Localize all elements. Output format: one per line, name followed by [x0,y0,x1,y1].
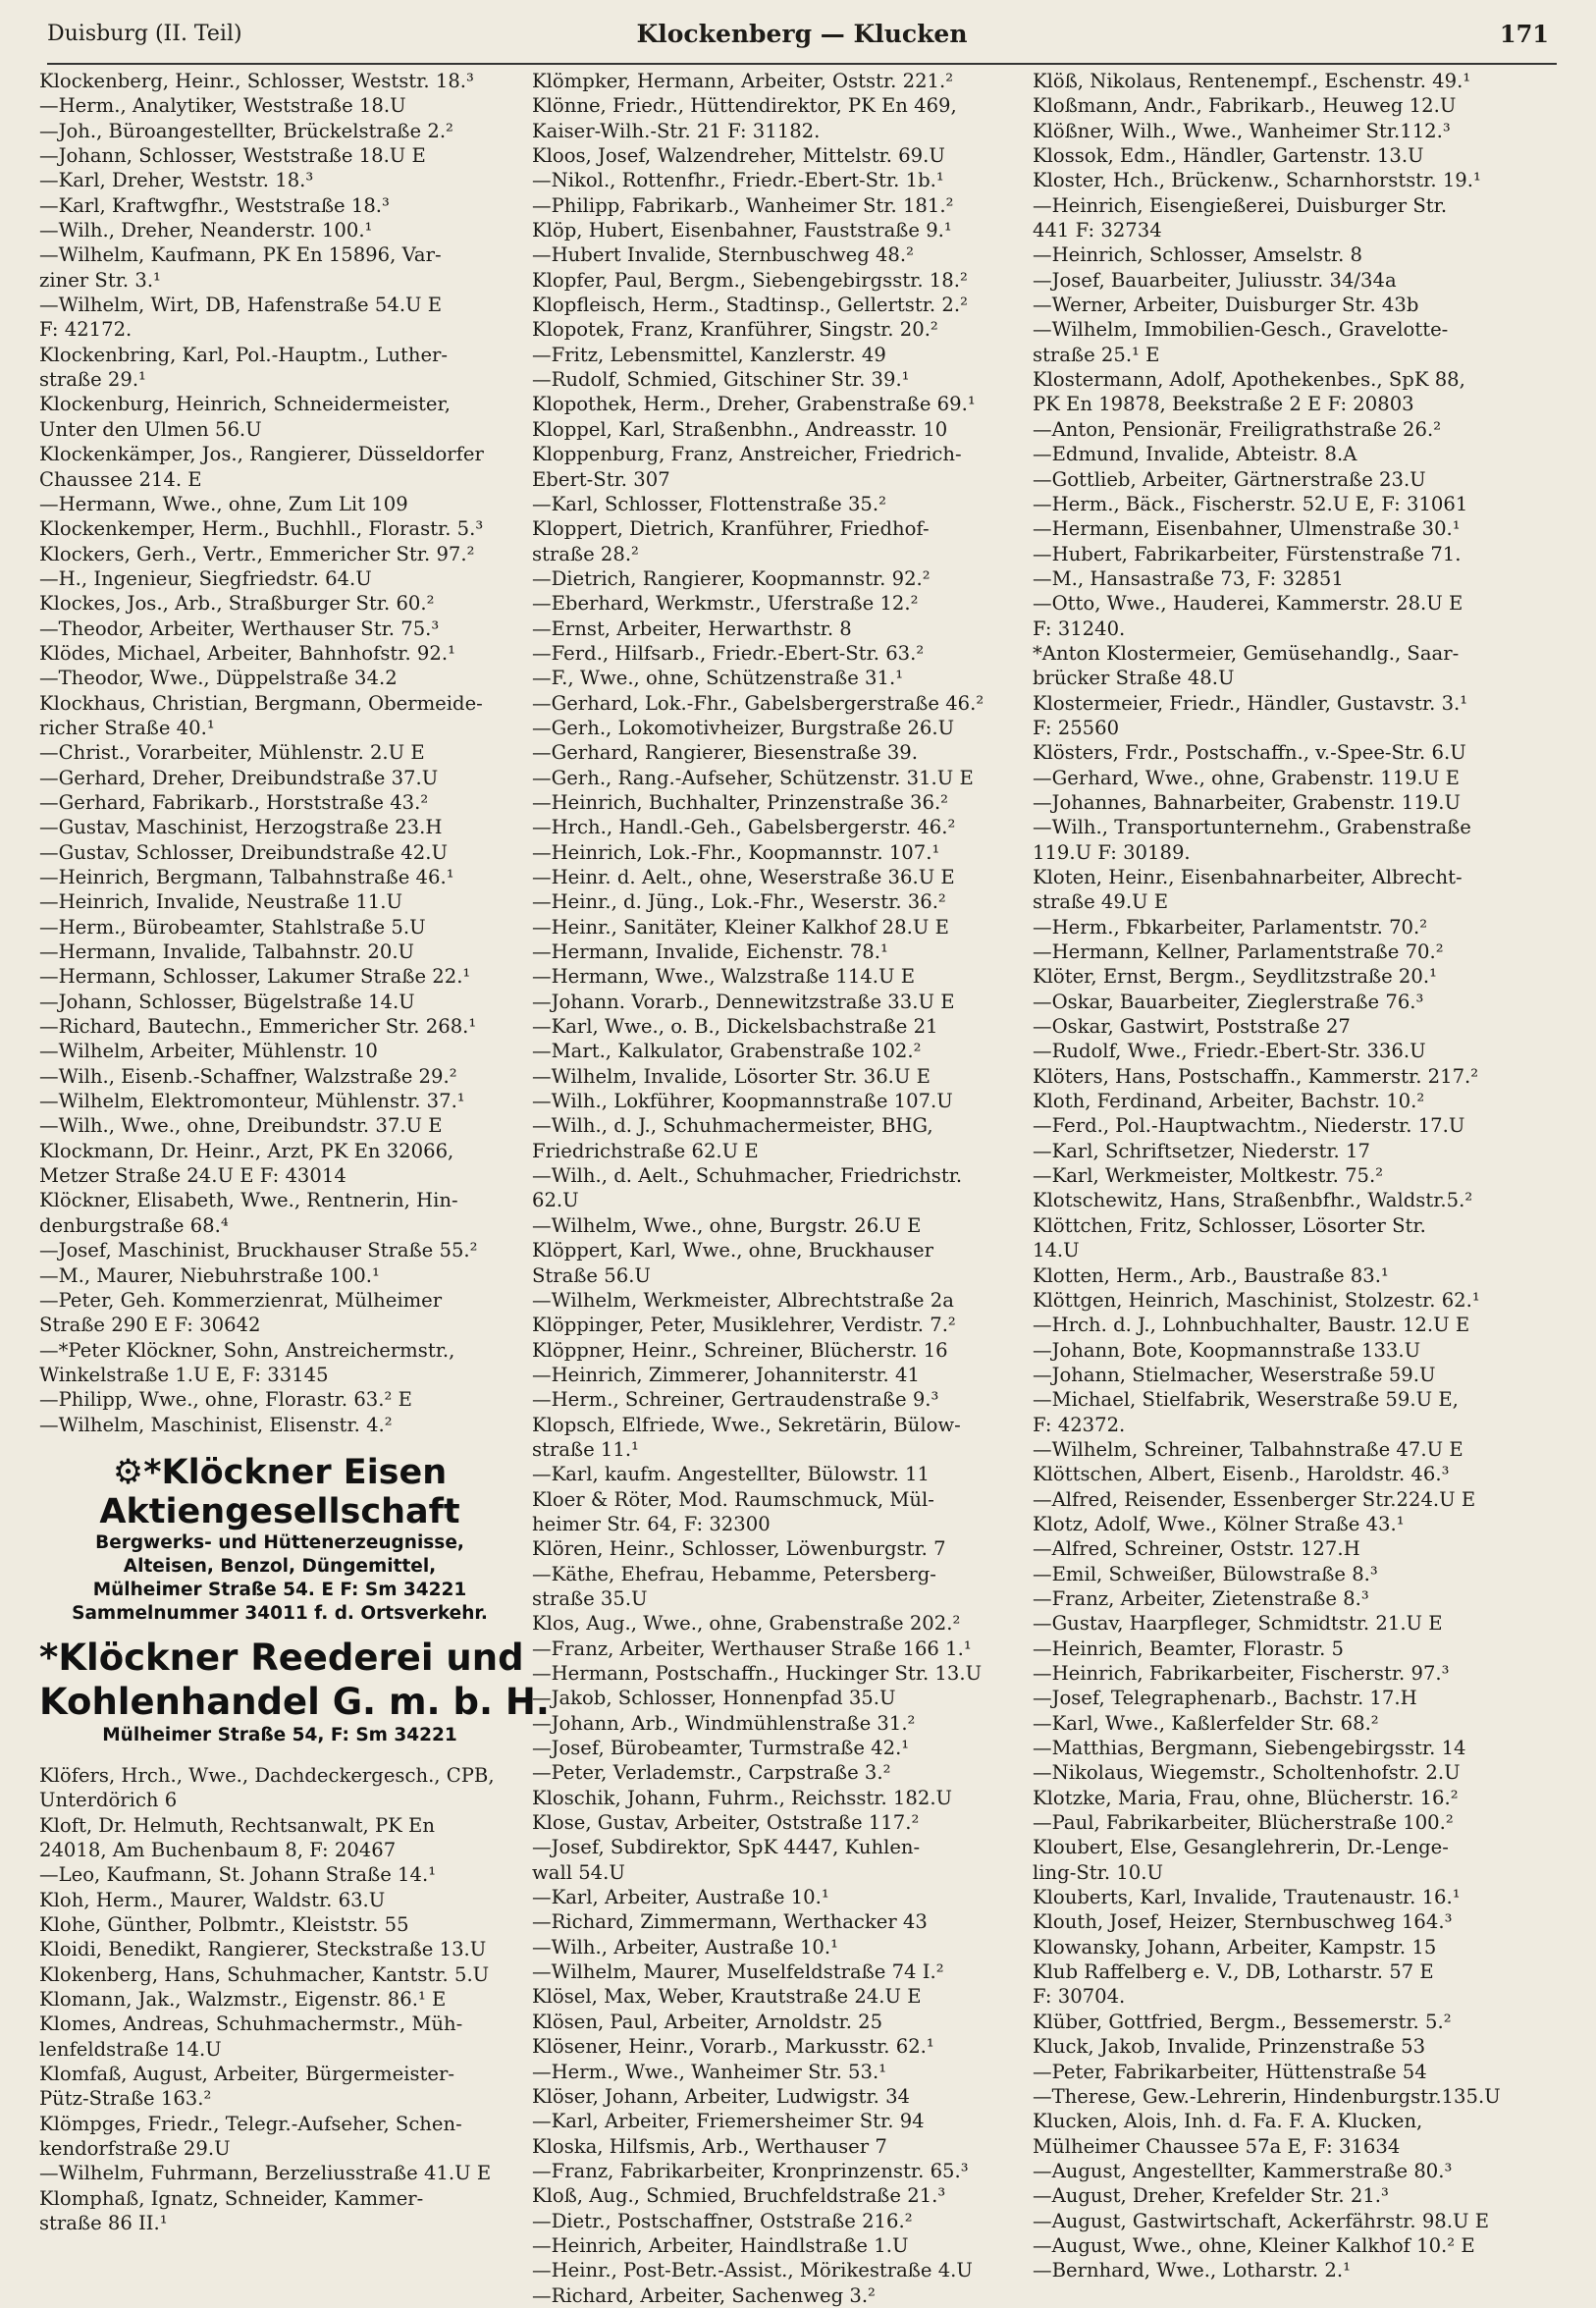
directory-entry-line: Mülheimer Chaussee 57a E, F: 31634 [1033,2134,1401,2158]
directory-entry-line: —Karl, Dreher, Weststr. 18.³ [39,169,314,192]
directory-entry-line: Klostermann, Adolf, Apothekenbes., SpK 88, [1033,368,1465,392]
directory-entry-line: Klub Raffelberg e. V., DB, Lotharstr. 57 E [1033,1960,1434,1984]
advert-text-line: Alteisen, Benzol, Düngemittel, [123,1555,437,1577]
directory-entry-line: straße 35.U [532,1586,648,1610]
directory-entry-line: 24018, Am Buchenbaum 8, F: 20467 [39,1838,397,1861]
directory-entry-line: —August, Dreher, Krefelder Str. 21.³ [1033,2184,1389,2208]
directory-entry-line: —Joh., Büroangestellter, Brückelstraße 2.² [39,119,453,142]
directory-entry-line: —Therese, Gew.-Lehrerin, Hindenburgstr.135.U [1033,2084,1501,2108]
directory-entry-line: 119.U F: 30189. [1033,840,1191,864]
directory-entry-line: Klossok, Edm., Händler, Gartenstr. 13.U [1033,144,1424,168]
directory-entry-line: —Fritz, Lebensmittel, Kanzlerstr. 49 [532,343,886,366]
directory-entry-line: Kaiser-Wilh.-Str. 21 F: 31182. [532,119,821,142]
directory-entry-line: —Otto, Wwe., Hauderei, Kammerstr. 28.U E [1033,592,1463,616]
directory-entry-line: —Josef, Subdirektor, SpK 4447, Kuhlen- [532,1836,921,1859]
directory-entry-line: —Josef, Bürobeamter, Turmstraße 42.¹ [532,1737,910,1760]
directory-entry-line: Klopsch, Elfriede, Wwe., Sekretärin, Bülow- [532,1413,961,1436]
directory-entry-line: Klohe, Günther, Polbmtr., Kleiststr. 55 [39,1912,409,1936]
header-city-part: Duisburg (II. Teil) [47,22,242,46]
directory-entry-line: straße 25.¹ E [1033,343,1160,366]
directory-entry-line: —Gustav, Maschinist, Herzogstraße 23.H [39,816,443,839]
directory-entry-line: F: 42172. [39,318,133,342]
directory-entry-line: Klockers, Gerh., Vertr., Emmericher Str. 97.² [39,542,475,565]
directory-entry-line: —Gerhard, Wwe., ohne, Grabenstr. 119.U E [1033,766,1460,789]
directory-entry-line: —Gerhard, Dreher, Dreibundstraße 37.U [39,766,439,789]
directory-entry-line: —Hermann, Schlosser, Lakumer Straße 22.¹ [39,965,471,989]
directory-entry-line: PK En 19878, Beekstraße 2 E F: 20803 [1033,393,1414,416]
directory-entry-line: —Herm., Schreiner, Gertraudenstraße 9.³ [532,1388,939,1412]
directory-entry-line: —Gerhard, Fabrikarb., Horststraße 43.² [39,790,429,814]
directory-entry-line: —Johann, Stielmacher, Weserstraße 59.U [1033,1363,1436,1386]
directory-entry-line: Klouberts, Karl, Invalide, Trautenaustr. 16.¹ [1033,1886,1461,1909]
directory-entry-line: Unterdörich 6 [39,1789,178,1812]
directory-entry-line: 441 F: 32734 [1033,219,1162,242]
directory-entry-line: —Johann, Schlosser, Weststraße 18.U E [39,144,426,168]
directory-entry-line: Klockenkemper, Herm., Buchhll., Florastr. 5.³ [39,517,484,541]
directory-entry-line: —Herm., Bürobeamter, Stahlstraße 5.U [39,915,426,939]
directory-entry-line: Klotschewitz, Hans, Straßenbfhr., Waldstr.5.² [1033,1189,1473,1212]
directory-entry-line: —Wilh., Arbeiter, Austraße 10.¹ [532,1935,838,1959]
directory-entry-line: straße 11.¹ [532,1437,639,1461]
directory-entry-line: —Wilhelm, Arbeiter, Mühlenstr. 10 [39,1040,378,1063]
directory-entry-line: —Wilh., d. Aelt., Schuhmacher, Friedrichstr. [532,1164,963,1188]
directory-entry-line: —Wilhelm, Wwe., ohne, Burgstr. 26.U E [532,1213,922,1237]
directory-entry-line: Kloster, Hch., Brückenw., Scharnhorststr. 19.¹ [1033,169,1481,192]
directory-entry-line: —Wilhelm, Invalide, Lösorter Str. 36.U E [532,1064,931,1088]
advert-title-line: Kohlenhandel G. m. b. H. [39,1680,550,1723]
directory-entry-line: Klöter, Ernst, Bergm., Seydlitzstraße 20.¹ [1033,965,1437,989]
directory-entry-line: —Käthe, Ehefrau, Hebamme, Petersberg- [532,1562,936,1585]
directory-entry-line: Klockenberg, Heinr., Schlosser, Weststr. 18.³ [39,70,474,92]
directory-entry-line: Klösener, Heinr., Vorarb., Markusstr. 62.¹ [532,2035,934,2059]
directory-entry-line: —Gerhard, Rangierer, Biesenstraße 39. [532,741,918,765]
directory-entry-line: —Gerh., Lokomotivheizer, Burgstraße 26.U [532,716,955,739]
directory-entry-line: —Rudolf, Wwe., Friedr.-Ebert-Str. 336.U [1033,1040,1426,1063]
directory-entry-line: —Hubert, Fabrikarbeiter, Fürstenstraße 71. [1033,542,1462,565]
directory-entry-line: —Wilh., Dreher, Neanderstr. 100.¹ [39,219,373,242]
directory-entry-line: Klomphaß, Ignatz, Schneider, Kammer- [39,2186,424,2210]
directory-entry-line: Klößner, Wilh., Wwe., Wanheimer Str.112.³ [1033,119,1451,142]
directory-entry-line: —Wilh., d. J., Schuhmachermeister, BHG, [532,1114,933,1138]
directory-entry-line: Kloer & Röter, Mod. Raumschmuck, Mül- [532,1487,934,1511]
directory-entry-line: —Philipp, Fabrikarb., Wanheimer Str. 181.² [532,193,954,217]
directory-entry-line: —Hermann, Kellner, Parlamentstraße 70.² [1033,940,1444,964]
directory-entry-line: —Gustav, Schlosser, Dreibundstraße 42.U [39,840,448,864]
directory-entry-line: Klöfers, Hrch., Wwe., Dachdeckergesch., CPB, [39,1763,495,1787]
directory-entry-line: —Peter, Fabrikarbeiter, Hüttenstraße 54 [1033,2060,1427,2083]
page-header [47,18,1557,65]
directory-entry-line: —Johann, Schlosser, Bügelstraße 14.U [39,990,415,1013]
directory-entry-line: Klöppner, Heinr., Schreiner, Blücherstr. 16 [532,1338,948,1362]
directory-entry-line: F: 42372. [1033,1413,1126,1436]
directory-entry-line: —Franz, Arbeiter, Werthauser Straße 166 1.¹ [532,1637,972,1660]
directory-entry-line: —Wilhelm, Wirt, DB, Hafenstraße 54.U E [39,294,443,317]
directory-entry-line: Klotz, Adolf, Wwe., Kölner Straße 43.¹ [1033,1512,1405,1535]
directory-entry-line: —Anton, Pensionär, Freiligrathstraße 26.² [1033,417,1442,441]
directory-entry-line: —Wilhelm, Fuhrmann, Berzeliusstraße 41.U E [39,2162,492,2185]
column-1 [39,69,550,2235]
directory-entry-line: Klöß, Nikolaus, Rentenempf., Eschenstr. 49.¹ [1033,70,1471,92]
directory-entry-line: —Heinrich, Fabrikarbeiter, Fischerstr. 97.³ [1033,1662,1450,1685]
directory-entry-line: —August, Angestellter, Kammerstraße 80.³ [1033,2159,1453,2182]
directory-entry-line: —Peter, Verlademstr., Carpstraße 3.² [532,1761,891,1785]
directory-entry-line: —Leo, Kaufmann, St. Johann Straße 14.¹ [39,1863,437,1887]
directory-entry-line: Kloft, Dr. Helmuth, Rechtsanwalt, PK En [39,1813,435,1837]
directory-entry-line: —August, Gastwirtschaft, Ackerfährstr. 98.U E [1033,2209,1490,2232]
directory-entry-line: 14.U [1033,1239,1080,1262]
column-2 [532,69,1020,2308]
directory-entry-line: F: 25560 [1033,716,1120,739]
directory-entry-line: Friedrichstraße 62.U E [532,1139,759,1162]
directory-entry-line: Klönne, Friedr., Hüttendirektor, PK En 469, [532,94,957,118]
directory-entry-line: —Heinrich, Bergmann, Talbahnstraße 46.¹ [39,866,454,888]
directory-entry-line: —Wilhelm, Kaufmann, PK En 15896, Var- [39,243,442,267]
directory-entry-line: Kloten, Heinr., Eisenbahnarbeiter, Albrecht- [1033,866,1463,888]
directory-entry-line: —Dietrich, Rangierer, Koopmannstr. 92.² [532,566,931,590]
directory-entry-line: Klösel, Max, Weber, Krautstraße 24.U E [532,1985,922,2009]
directory-entry-line: —Theodor, Wwe., Düppelstraße 34.2 [39,667,398,690]
column-1-entries-bottom [39,1763,520,2236]
directory-entry-line: Klowansky, Johann, Arbeiter, Kampstr. 15 [1033,1935,1437,1959]
directory-entry-line: Klockhaus, Christian, Bergmann, Obermeide- [39,691,483,715]
directory-entry-line: —Johann, Bote, Koopmannstraße 133.U [1033,1338,1421,1362]
directory-entry-line: —Christ., Vorarbeiter, Mühlenstr. 2.U E [39,741,425,765]
directory-entry-line: —Johann, Arb., Windmühlenstraße 31.² [532,1711,916,1735]
directory-entry-line: —Josef, Maschinist, Bruckhauser Straße 55.² [39,1239,478,1262]
directory-entry-line: —Hrch. d. J., Lohnbuchhalter, Baustr. 12.U E [1033,1314,1470,1337]
directory-entry-line: —Alfred, Reisender, Essenberger Str.224.U E [1033,1487,1476,1511]
directory-entry-line: Klüber, Gottfried, Bergm., Bessemerstr. 5.² [1033,2010,1452,2033]
directory-entry-line: —Heinrich, Invalide, Neustraße 11.U [39,890,403,914]
directory-entry-line: Kloska, Hilfsmis, Arb., Werthauser 7 [532,2134,887,2158]
directory-entry-line: —Franz, Arbeiter, Zietenstraße 8.³ [1033,1586,1369,1610]
directory-entry-line: —Karl, kaufm. Angestellter, Bülowstr. 11 [532,1463,930,1486]
advert-text-line: Mülheimer Straße 54. E F: Sm 34221 [92,1579,467,1600]
directory-entry-line: —Johannes, Bahnarbeiter, Grabenstr. 119.U [1033,790,1461,814]
directory-entry-line: —Hubert Invalide, Sternbuschweg 48.² [532,243,914,267]
directory-entry-line: —Wilhelm, Maurer, Muselfeldstraße 74 I.² [532,1960,944,1984]
directory-entry-line: Kloschik, Johann, Fuhrm., Reichsstr. 182.U [532,1786,953,1809]
advert-text-line: Mülheimer Straße 54, F: Sm 34221 [102,1724,457,1745]
directory-entry-line: Chaussee 214. E [39,467,202,491]
directory-entry-line: —Peter, Geh. Kommerzienrat, Mülheimer [39,1288,443,1312]
directory-entry-line: —Richard, Zimmermann, Werthacker 43 [532,1910,928,1934]
directory-entry-line: Winkelstraße 1.U E, F: 33145 [39,1363,329,1386]
directory-entry-line: Klomann, Jak., Walzmstr., Eigenstr. 86.¹ E [39,1988,447,2011]
directory-entry-line: —Bernhard, Wwe., Lotharstr. 2.¹ [1033,2259,1351,2282]
directory-entry-line: Klösen, Paul, Arbeiter, Arnoldstr. 25 [532,2010,883,2033]
directory-entry-line: Straße 56.U [532,1263,651,1287]
directory-entry-line: —Edmund, Invalide, Abteistr. 8.A [1033,443,1357,466]
directory-entry-line: —Heinrich, Arbeiter, Haindlstraße 1.U [532,2233,909,2257]
directory-entry-line: Klockenbring, Karl, Pol.-Hauptm., Luther- [39,343,449,366]
directory-entry-line: brücker Straße 48.U [1033,667,1235,690]
page-number: 171 [1499,20,1549,48]
directory-entry-line: heimer Str. 64, F: 32300 [532,1512,771,1535]
directory-entry-line: —Heinrich, Beamter, Florastr. 5 [1033,1637,1345,1660]
directory-entry-line: —Heinr., Post-Betr.-Assist., Mörikestraße 4.U [532,2259,973,2282]
directory-entry-line: —Ferd., Pol.-Hauptwachtm., Niederstr. 17.U [1033,1114,1465,1138]
directory-entry-line: —Hermann, Postschaffn., Huckinger Str. 13.U [532,1662,983,1685]
directory-entry-line: —Hermann, Wwe., ohne, Zum Lit 109 [39,492,408,515]
directory-entry-line: kendorfstraße 29.U [39,2137,231,2161]
advert-title-line: *Klöckner Reederei und [39,1636,524,1679]
directory-entry-line: —Heinrich, Schlosser, Amselstr. 8 [1033,243,1363,267]
directory-entry-line: —Hermann, Eisenbahner, Ulmenstraße 30.¹ [1033,517,1461,541]
directory-entry-line: —Karl, Arbeiter, Austraße 10.¹ [532,1886,829,1909]
directory-entry-line: —Mart., Kalkulator, Grabenstraße 102.² [532,1040,922,1063]
directory-entry-line: —Oskar, Bauarbeiter, Zieglerstraße 76.³ [1033,990,1424,1013]
directory-entry-line: —Matthias, Bergmann, Siebengebirgsstr. 14 [1033,1737,1466,1760]
directory-entry-line: Klömpker, Hermann, Arbeiter, Oststr. 221.² [532,70,954,92]
directory-entry-line: straße 86 II.¹ [39,2212,168,2235]
directory-entry-line: Klömpges, Friedr., Telegr.-Aufseher, Schen- [39,2112,462,2135]
directory-entry-line: —Josef, Bauarbeiter, Juliusstr. 34/34a [1033,268,1397,292]
directory-entry-line: Kloidi, Benedikt, Rangierer, Steckstraße 13.U [39,1938,487,1961]
directory-entry-line: —Hrch., Handl.-Geh., Gabelsbergerstr. 46.² [532,816,956,839]
klockner-eisen-advert [39,1453,520,1626]
directory-entry-line: Kloß, Aug., Schmied, Bruchfeldstraße 21.³ [532,2184,946,2208]
directory-entry-line: —Alfred, Schreiner, Oststr. 127.H [1033,1537,1360,1561]
directory-entry-line: Klopfleisch, Herm., Stadtinsp., Gellertstr. 2.² [532,294,968,317]
directory-entry-line: —Oskar, Gastwirt, Poststraße 27 [1033,1015,1351,1039]
directory-entry-line: —Richard, Bautechn., Emmericher Str. 268.¹ [39,1015,477,1039]
directory-entry-line: Klöp, Hubert, Eisenbahner, Fauststraße 9.¹ [532,219,952,242]
directory-entry-line: Kloppel, Karl, Straßenbhn., Andreasstr. 10 [532,417,948,441]
directory-entry-line: —Nikolaus, Wiegemstr., Scholtenhofstr. 2.U [1033,1761,1461,1785]
directory-entry-line: straße 29.¹ [39,368,146,392]
directory-entry-line: —Wilhelm, Immobilien-Gesch., Gravelotte- [1033,318,1449,342]
directory-entry-line: Klöttchen, Fritz, Schlosser, Lösorter Str. [1033,1213,1426,1237]
directory-entry-line: Klödes, Michael, Arbeiter, Bahnhofstr. 92.¹ [39,641,455,665]
directory-entry-line: —Herm., Bäck., Fischerstr. 52.U E, F: 31061 [1033,492,1468,515]
directory-entry-line: —Gustav, Haarpfleger, Schmidtstr. 21.U E [1033,1612,1443,1636]
directory-entry-line: —Heinr., Sanitäter, Kleiner Kalkhof 28.U E [532,915,949,939]
directory-entry-line: 62.U [532,1189,579,1212]
column-2-entries [532,69,1020,2308]
directory-entry-line: —Wilhelm, Werkmeister, Albrechtstraße 2a [532,1288,954,1312]
directory-entry-line: —Karl, Kraftwgfhr., Weststraße 18.³ [39,193,390,217]
directory-entry-line: —*Peter Klöckner, Sohn, Anstreichermstr., [39,1338,455,1362]
column-3 [1033,69,1543,2283]
directory-entry-line: —Ferd., Hilfsarb., Friedr.-Ebert-Str. 63.² [532,641,925,665]
directory-entry-line: —Josef, Telegraphenarb., Bachstr. 17.H [1033,1687,1417,1710]
directory-entry-line: —Hermann, Invalide, Eichenstr. 78.¹ [532,940,888,964]
directory-entry-line: Klöters, Hans, Postschaffn., Kammerstr. 217.² [1033,1064,1479,1088]
directory-entry-line: F: 31240. [1033,617,1126,640]
directory-entry-line: Klören, Heinr., Schlosser, Löwenburgstr. 7 [532,1537,946,1561]
directory-entry-line: —Eberhard, Werkmstr., Uferstraße 12.² [532,592,919,616]
directory-entry-line: —Heinrich, Lok.-Fhr., Koopmannstr. 107.¹ [532,840,940,864]
directory-entry-line: —Herm., Analytiker, Weststraße 18.U [39,94,406,118]
directory-entry-line: lenfeldstraße 14.U [39,2037,222,2061]
directory-entry-line: Kloh, Herm., Maurer, Waldstr. 63.U [39,1888,386,1911]
advert-title-line: Aktiengesellschaft [99,1491,460,1531]
directory-entry-line: —Karl, Werkmeister, Moltkestr. 75.² [1033,1164,1384,1188]
directory-entry-line: —August, Wwe., ohne, Kleiner Kalkhof 10.² E [1033,2233,1475,2257]
directory-entry-line: Klotten, Herm., Arb., Baustraße 83.¹ [1033,1263,1389,1287]
directory-entry-line: —Karl, Schlosser, Flottenstraße 35.² [532,492,886,515]
directory-entry-line: —Karl, Arbeiter, Friemersheimer Str. 94 [532,2110,925,2133]
advert-text-line: Bergwerks- und Hüttenerzeugnisse, [95,1531,464,1553]
directory-entry-line: Klokenberg, Hans, Schuhmacher, Kantstr. 5.U [39,1962,490,1986]
advert-text-line: Sammelnummer 34011 f. d. Ortsverkehr. [72,1602,488,1624]
directory-entry-line: —Karl, Wwe., Kaßlerfelder Str. 68.² [1033,1711,1379,1735]
directory-entry-line: —Heinrich, Zimmerer, Johanniterstr. 41 [532,1363,920,1386]
directory-entry-line: Klopfer, Paul, Bergm., Siebengebirgsstr. 18.² [532,268,968,292]
directory-entry-line: F: 30704. [1033,1985,1126,2009]
directory-entry-line: —Philipp, Wwe., ohne, Florastr. 63.² E [39,1388,412,1412]
directory-entry-line: richer Straße 40.¹ [39,716,215,739]
directory-entry-line: Kloppert, Dietrich, Kranführer, Friedhof- [532,517,930,541]
directory-entry-line: —Paul, Fabrikarbeiter, Blücherstraße 100.² [1033,1811,1454,1835]
directory-entry-line: ling-Str. 10.U [1033,1860,1163,1884]
directory-entry-line: Klopotek, Franz, Kranführer, Singstr. 20.² [532,318,938,342]
directory-entry-line: —Gerhard, Lok.-Fhr., Gabelsbergerstraße 46.² [532,691,984,715]
directory-entry-line: —Gottlieb, Arbeiter, Gärtnerstraße 23.U [1033,467,1426,491]
directory-entry-line: —Emil, Schweißer, Bülowstraße 8.³ [1033,1562,1378,1585]
directory-entry-line: —Heinr., d. Jüng., Lok.-Fhr., Weserstr. 36.² [532,890,946,914]
directory-entry-line: Klöckner, Elisabeth, Wwe., Rentnerin, Hin- [39,1189,458,1212]
advert-title-line: ⚙*Klöckner Eisen [112,1452,448,1492]
directory-entry-line: Klopothek, Herm., Dreher, Grabenstraße 69.¹ [532,393,976,416]
directory-entry-line: Klomes, Andreas, Schuhmachermstr., Müh- [39,2013,463,2036]
directory-entry-line: —Wilh., Transportunternehm., Grabenstraße [1033,816,1471,839]
directory-entry-line: Klöppinger, Peter, Musiklehrer, Verdistr. 7.² [532,1314,956,1337]
directory-entry-line: Klösters, Frdr., Postschaffn., v.-Spee-Str. 6.U [1033,741,1466,765]
directory-entry-line: —Karl, Schriftsetzer, Niederstr. 17 [1033,1139,1370,1162]
directory-entry-line: —Gerh., Rang.-Aufseher, Schützenstr. 31.U E [532,766,974,789]
directory-entry-line: —Nikol., Rottenfhr., Friedr.-Ebert-Str. 1b.¹ [532,169,944,192]
directory-entry-line: Metzer Straße 24.U E F: 43014 [39,1164,346,1188]
directory-entry-line: Kloth, Ferdinand, Arbeiter, Bachstr. 10.² [1033,1090,1425,1113]
directory-entry-line: —Hermann, Invalide, Talbahnstr. 20.U [39,940,415,964]
directory-entry-line: —Jakob, Schlosser, Honnenpfad 35.U [532,1687,896,1710]
directory-entry-line: straße 28.² [532,542,639,565]
directory-entry-line: —Heinr. d. Aelt., ohne, Weserstraße 36.U E [532,866,955,888]
directory-entry-line: —Johann. Vorarb., Dennewitzstraße 33.U E [532,990,955,1013]
directory-entry-line: *Anton Klostermeier, Gemüsehandlg., Saar- [1033,641,1460,665]
directory-entry-line: —Franz, Fabrikarbeiter, Kronprinzenstr. 65.³ [532,2159,969,2182]
directory-entry-line: —Michael, Stielfabrik, Weserstraße 59.U E, [1033,1388,1459,1412]
directory-entry-line: Klomfaß, August, Arbeiter, Bürgermeister- [39,2063,454,2086]
directory-entry-line: —Rudolf, Schmied, Gitschiner Str. 39.¹ [532,368,910,392]
directory-entry-line: —Karl, Wwe., o. B., Dickelsbachstraße 21 [532,1015,938,1039]
directory-entry-line: Klucken, Alois, Inh. d. Fa. F. A. Klucken, [1033,2110,1423,2133]
directory-entry-line: Ebert-Str. 307 [532,467,670,491]
directory-entry-line: Klöttschen, Albert, Eisenb., Haroldstr. 46.³ [1033,1463,1450,1486]
directory-entry-line: —Theodor, Arbeiter, Werthauser Str. 75.³ [39,617,440,640]
directory-entry-line: —F., Wwe., ohne, Schützenstraße 31.¹ [532,667,904,690]
directory-entry-line: denburgstraße 68.⁴ [39,1213,229,1237]
directory-entry-line: ziner Str. 3.¹ [39,268,161,292]
directory-entry-line: Klose, Gustav, Arbeiter, Oststraße 117.² [532,1811,920,1835]
directory-entry-line: Klöttgen, Heinrich, Maschinist, Stolzestr. 62.¹ [1033,1288,1480,1312]
directory-entry-line: Klockenburg, Heinrich, Schneidermeister, [39,393,451,416]
directory-entry-line: Straße 290 E F: 30642 [39,1314,261,1337]
directory-entry-line: Kluck, Jakob, Invalide, Prinzenstraße 53 [1033,2035,1426,2059]
directory-entry-line: —Heinrich, Eisengießerei, Duisburger Str. [1033,193,1448,217]
directory-entry-line: —Dietr., Postschaffner, Oststraße 216.² [532,2209,913,2232]
directory-entry-line: —M., Maurer, Niebuhrstraße 100.¹ [39,1263,380,1287]
directory-entry-line: Klockenkämper, Jos., Rangierer, Düsseldorfer [39,443,484,466]
directory-entry-line: —Heinrich, Buchhalter, Prinzenstraße 36.² [532,790,949,814]
directory-entry-line: —Wilhelm, Schreiner, Talbahnstraße 47.U E [1033,1437,1463,1461]
directory-entry-line: —Herm., Wwe., Wanheimer Str. 53.¹ [532,2060,887,2083]
directory-entry-line: —Wilh., Wwe., ohne, Dreibundstr. 37.U E [39,1114,443,1138]
directory-entry-line: —Werner, Arbeiter, Duisburger Str. 43b [1033,294,1419,317]
directory-entry-line: wall 54.U [532,1860,625,1884]
column-1-entries-top [39,69,520,1437]
directory-entry-line: Klöser, Johann, Arbeiter, Ludwigstr. 34 [532,2084,911,2108]
directory-entry-line: —Wilh., Eisenb.-Schaffner, Walzstraße 29.² [39,1064,457,1088]
directory-entry-line: Klostermeier, Friedr., Händler, Gustavstr. 3.¹ [1033,691,1468,715]
klockner-reederei-advert [39,1636,550,1747]
column-3-entries [1033,69,1543,2283]
directory-entry-line: Kloßmann, Andr., Fabrikarb., Heuweg 12.U [1033,94,1457,118]
directory-entry-line: straße 49.U E [1033,890,1169,914]
directory-entry-line: —Hermann, Wwe., Walzstraße 114.U E [532,965,916,989]
directory-entry-line: —Wilhelm, Elektromonteur, Mühlenstr. 37.¹ [39,1090,465,1113]
directory-entry-line: Kloppenburg, Franz, Anstreicher, Friedrich- [532,443,962,466]
header-name-range: Klockenberg — Klucken [636,20,968,48]
directory-entry-line: Klöppert, Karl, Wwe., ohne, Bruckhauser [532,1239,933,1262]
directory-entry-line: Klockmann, Dr. Heinr., Arzt, PK En 32066, [39,1139,454,1162]
directory-entry-line: —H., Ingenieur, Siegfriedstr. 64.U [39,566,372,590]
directory-entry-line: Klos, Aug., Wwe., ohne, Grabenstraße 202.² [532,1612,961,1636]
directory-entry-line: —Ernst, Arbeiter, Herwarthstr. 8 [532,617,852,640]
directory-entry-line: Pütz-Straße 163.² [39,2087,212,2111]
directory-entry-line: Kloubert, Else, Gesanglehrerin, Dr.-Lenge- [1033,1836,1449,1859]
directory-entry-line: Klouth, Josef, Heizer, Sternbuschweg 164.³ [1033,1910,1453,1934]
directory-entry-line: —Richard, Arbeiter, Sachenweg 3.² [532,2283,876,2307]
directory-entry-line: Klockes, Jos., Arb., Straßburger Str. 60.² [39,592,435,616]
directory-entry-line: —Wilhelm, Maschinist, Elisenstr. 4.² [39,1413,393,1436]
directory-entry-line: Unter den Ulmen 56.U [39,417,262,441]
directory-entry-line: —Herm., Fbkarbeiter, Parlamentstr. 70.² [1033,915,1428,939]
directory-entry-line: Klotzke, Maria, Frau, ohne, Blücherstr. 16.² [1033,1786,1459,1809]
directory-entry-line: —M., Hansastraße 73, F: 32851 [1033,566,1344,590]
directory-entry-line: —Wilh., Lokführer, Koopmannstraße 107.U [532,1090,953,1113]
directory-entry-line: Kloos, Josef, Walzendreher, Mittelstr. 69.U [532,144,945,168]
